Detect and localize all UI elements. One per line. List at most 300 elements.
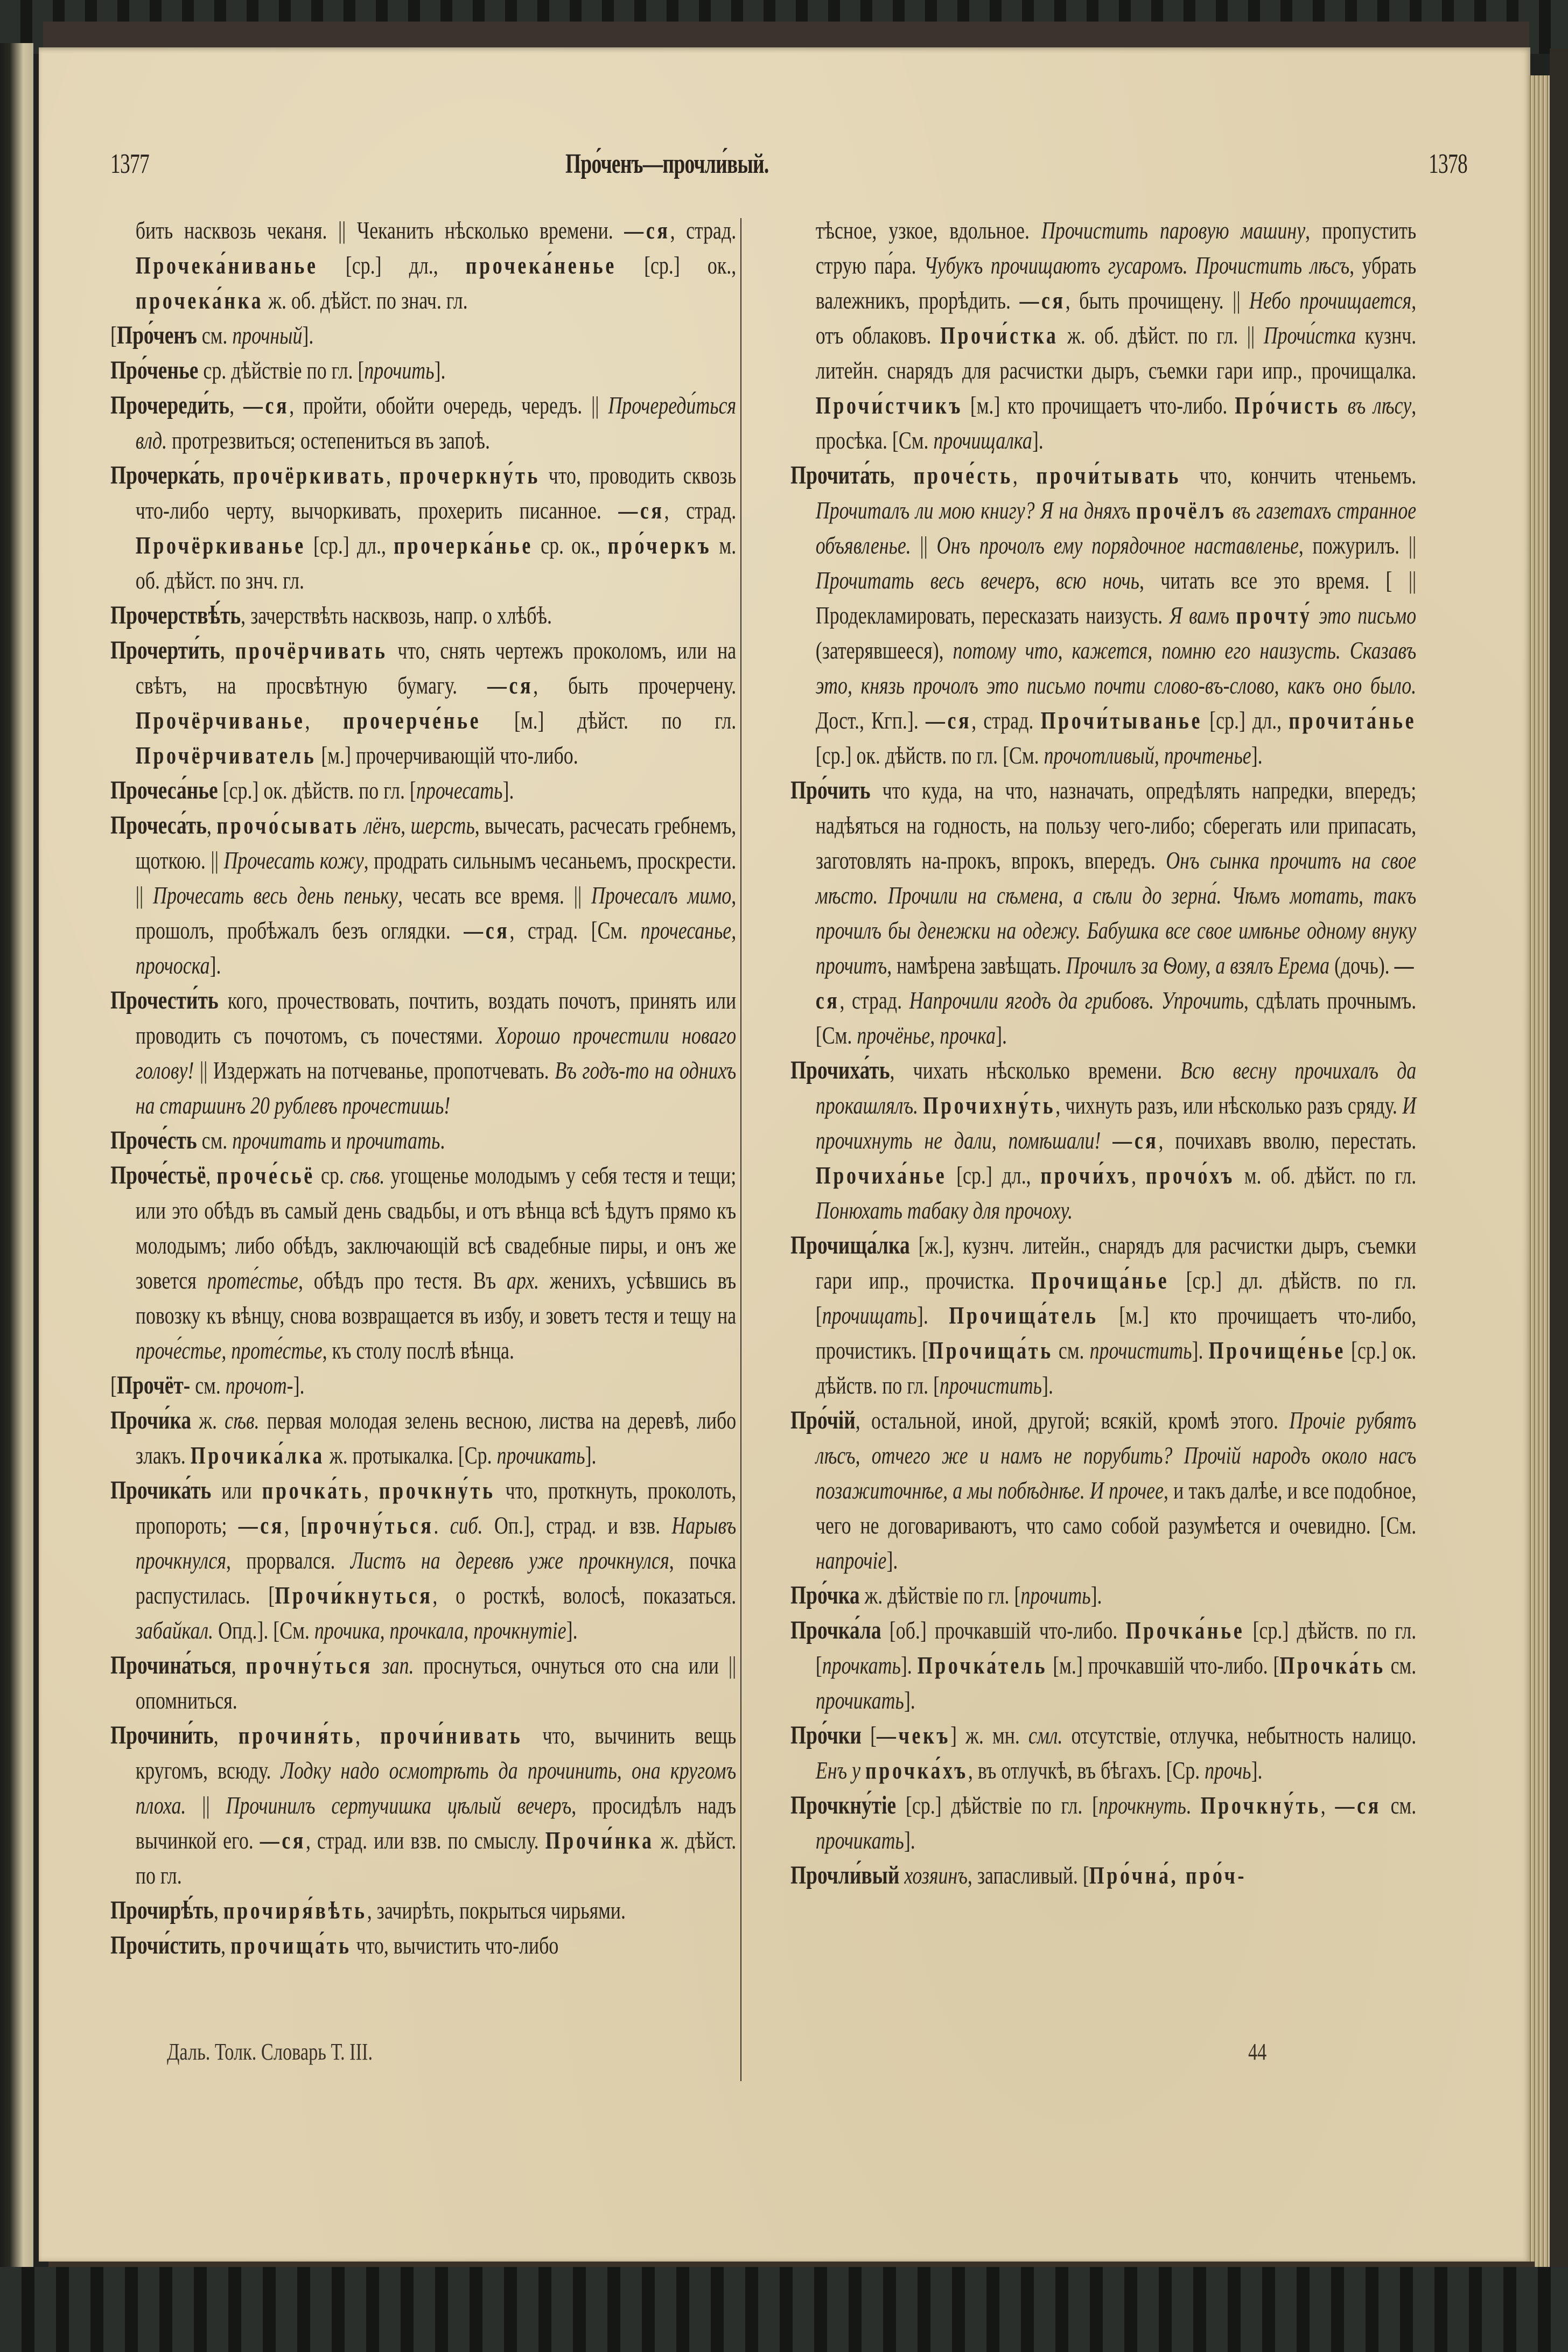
derived-form: Прочкну́ть: [1200, 1791, 1321, 1819]
definition-text: [: [861, 1721, 877, 1749]
dictionary-entry: [110, 1893, 736, 1928]
headword: Прочища́лка: [790, 1231, 910, 1259]
definition-text: протрезвиться; остепениться въ запоѣ.: [167, 426, 490, 454]
example-italic: прочищать: [822, 1301, 917, 1329]
definition-text: см.: [197, 321, 233, 349]
definition-text: , прорвался.: [226, 1546, 351, 1574]
example-italic: смл.: [1028, 1721, 1063, 1749]
definition-text: отсутствіе, отлучка, небытность налицо.: [1062, 1721, 1417, 1749]
definition-text: ,: [206, 1161, 217, 1189]
example-italic: прочикать: [815, 1686, 904, 1714]
definition-text: женихъ, усѣвшись въ повозку къ вѣнцу, снова возвращается въ избу, и зоветъ тестя и тещу на: [135, 1266, 737, 1329]
headword: Прочкну́тіе: [790, 1791, 897, 1819]
definition-text: [1340, 391, 1348, 419]
derived-form: —ся: [243, 391, 290, 419]
example-italic: прочёнье, прочка: [857, 1021, 996, 1049]
definition-text: [359, 811, 365, 839]
definition-text: ||: [186, 1791, 226, 1819]
definition-text: [1130, 496, 1136, 524]
example-italic: напрочіе: [815, 1546, 887, 1574]
definition-text: , сдѣлать прочнымъ. [См.: [815, 986, 1417, 1049]
definition-text: ,: [213, 1721, 239, 1749]
running-title: Про́ченъ—прочли́вый.: [565, 149, 769, 179]
definition-text: ,: [363, 1476, 379, 1504]
definition-text: или: [211, 1476, 262, 1504]
example-italic: прочистить: [940, 1371, 1042, 1399]
dictionary-entry: [790, 1858, 1416, 1893]
entry-continuation: [110, 213, 736, 318]
example-italic: зап.: [382, 1651, 414, 1679]
definition-text: см.: [197, 1126, 233, 1154]
derived-form: Прочища́нье: [1031, 1266, 1170, 1294]
definition-text: ж. дѣйст. по гл.: [135, 1826, 737, 1889]
example-italic: прочот-: [225, 1371, 293, 1399]
definition-text: м. об. дѣйст. по гл.: [1235, 1161, 1417, 1189]
derived-form: прочо́хъ: [1145, 1161, 1235, 1189]
headword: Прочика́ть: [110, 1476, 212, 1504]
derived-form: Прочища́тель: [949, 1301, 1098, 1329]
example-italic: проте́стье: [207, 1266, 298, 1294]
definition-text: [1227, 496, 1233, 524]
derived-form: прочита́нье: [1289, 706, 1417, 734]
example-italic: прочесать: [416, 776, 503, 804]
example-italic: проче́стье, проте́стье: [135, 1336, 323, 1364]
example-italic: Напрочили ягодъ да грибовъ. Упрочить: [909, 986, 1244, 1014]
definition-text: что, проводить сквозь что-либо черту, вычоркивать, прохерить писанное.: [135, 461, 737, 524]
definition-text: что, вычистить что-либо: [351, 1931, 559, 1959]
example-italic: арх.: [507, 1266, 540, 1294]
definition-text: ,: [220, 636, 235, 664]
example-italic: сиб.: [450, 1511, 483, 1539]
definition-text: [ср.] ок. дѣйств. по гл. [См.: [815, 741, 1044, 769]
definition-text: [ср.] дл.,: [947, 1161, 1041, 1189]
headword: Прочерка́ть: [110, 461, 220, 489]
example-italic: Прочесать кожу: [223, 846, 364, 874]
definition-text: [373, 1651, 382, 1679]
example-italic: И прочихнуть не дали, помѣшали!: [815, 1091, 1417, 1154]
sheet-number: 44: [1248, 2039, 1267, 2065]
definition-text: , страд.: [971, 706, 1041, 734]
example-italic: Прочи́стка: [1263, 321, 1356, 349]
definition-text: ,: [206, 811, 217, 839]
definition-text: см.: [1053, 1336, 1090, 1364]
derived-form: Прочека́ниванье: [135, 251, 318, 279]
dictionary-entry: [110, 353, 736, 388]
definition-text: , къ столу послѣ вѣнца.: [322, 1336, 514, 1364]
example-italic: прочитать: [232, 1126, 326, 1154]
column-left: [110, 213, 735, 1963]
definition-text: ].: [1251, 741, 1263, 769]
definition-text: , чихнуть разъ, или нѣсколько разъ сряду.: [1055, 1091, 1403, 1119]
definition-text: ,: [1131, 1161, 1146, 1189]
definition-text: кузнч. литейн. снарядъ для расчистки дыръ, съемки гари ипр., прочищалка.: [815, 321, 1417, 384]
dictionary-entry: [110, 1473, 736, 1648]
dictionary-entry: [110, 388, 736, 458]
definition-text: , убрать валежникъ, прорѣдить.: [815, 251, 1417, 314]
example-italic: лёнъ, шерсть: [364, 811, 475, 839]
dictionary-entry: [790, 1228, 1416, 1403]
derived-form: Прочка́нье: [1125, 1616, 1245, 1644]
headword: Про́чій: [790, 1406, 856, 1434]
example-italic: сѣв.: [349, 1161, 385, 1189]
definition-text: ].: [904, 1686, 915, 1714]
dictionary-entry: [790, 1053, 1416, 1228]
derived-form: прочёркивать: [233, 461, 387, 489]
definition-text: что куда, на что, назначать, опредѣлять напредки, впередъ; надѣяться на годность, на пользу чего-либо; сберегать или припасать, заготовлять на-прокъ, впрокъ, впередъ.: [815, 776, 1417, 874]
dictionary-entry: [110, 1158, 736, 1368]
definition-text: , намѣрена завѣщать.: [887, 951, 1066, 979]
definition-text: (дочь).: [1329, 951, 1395, 979]
derived-form: —ся: [815, 951, 1417, 1014]
derived-form: прочну́ться: [307, 1511, 434, 1539]
example-italic: прочный: [232, 321, 303, 349]
definition-text: [: [110, 1371, 117, 1399]
entry-continuation: [790, 213, 1416, 458]
definition-text: Оп.], страд. и взв.: [482, 1511, 672, 1539]
definition-text: [м.] кто прочищаетъ что-либо.: [963, 391, 1235, 419]
dictionary-entry: [110, 1648, 736, 1718]
column-right: [790, 213, 1415, 1893]
derived-form: —ся: [238, 1511, 284, 1539]
example-italic: прочесанье, прочоска: [135, 916, 737, 979]
example-italic: прочищалка: [933, 426, 1032, 454]
definition-text: ].: [886, 1546, 898, 1574]
derived-form: Прочёрчиванье: [135, 706, 305, 734]
definition-text: и: [326, 1126, 346, 1154]
definition-text: ,: [220, 461, 233, 489]
derived-form: прочка́ть: [262, 1476, 364, 1504]
definition-text: , чесать все время. ||: [397, 881, 592, 909]
definition-text: ,: [386, 461, 400, 489]
definition-text: что, вычинить вещь кругомъ, всюду.: [135, 1721, 737, 1784]
definition-text: [ср.] ок. дѣйств. по гл. [: [815, 1336, 1417, 1399]
definition-text: [ср.] дл. дѣйств. по гл. [: [815, 1266, 1417, 1329]
definition-text: ].: [1042, 1371, 1053, 1399]
definition-text: [860, 1756, 865, 1784]
example-italic: сѣв.: [225, 1406, 260, 1434]
definition-text: [ср.] дѣйств. по гл. [: [815, 1616, 1417, 1679]
derived-form: прочерка́нье: [394, 531, 534, 559]
column-left-entries: [110, 213, 736, 1963]
definition-text: , страд. [См.: [509, 916, 641, 944]
derived-form: прочту́: [1236, 601, 1312, 629]
derived-form: Прочёркиванье: [135, 531, 306, 559]
derived-form: Прочи́нка: [545, 1826, 654, 1854]
example-italic: Прочиталъ ли мою книгу? Я на дняхъ: [815, 496, 1131, 524]
example-italic: прочить: [1020, 1581, 1091, 1609]
definition-text: ].: [900, 1651, 918, 1679]
dictionary-entry: [790, 458, 1416, 773]
definition-text: ].: [502, 776, 514, 804]
definition-text: [ср.] дл.,: [1202, 706, 1289, 734]
page-header: [110, 148, 1467, 186]
example-italic: прочь: [1205, 1756, 1251, 1784]
definition-text: ].: [293, 1371, 305, 1399]
definition-text: ж. дѣйствіе по гл. [: [859, 1581, 1021, 1609]
example-italic: хозяинъ: [904, 1861, 968, 1889]
example-italic: Всю весну прочихалъ да прокашлялъ.: [815, 1056, 1417, 1119]
derived-form: проче́сьё: [216, 1161, 315, 1189]
definition-text: , вычесать, расчесать гребнемъ, щоткою. ||: [135, 811, 737, 874]
dictionary-entry: [110, 1928, 736, 1963]
definition-text: , быть прочищену. ||: [1065, 286, 1250, 314]
example-italic: Понюхать табаку для прочоху.: [815, 1196, 1073, 1224]
derived-form: Прочи́кнуться: [275, 1581, 433, 1609]
example-italic: Нарывъ прочкнулся: [135, 1511, 737, 1574]
example-italic: прочистить: [1089, 1336, 1192, 1364]
dictionary-entry: [110, 1123, 736, 1158]
dictionary-entry: [110, 1718, 736, 1893]
definition-text: [м.] кто прочищаетъ что-либо, прочистикъ. [: [815, 1301, 1417, 1364]
dictionary-entry: [110, 983, 736, 1123]
definition-text: , пройти, обойти очередь, чередъ. ||: [289, 391, 608, 419]
definition-text: ].: [1192, 1336, 1209, 1364]
derived-form: прочиня́ть: [238, 1721, 356, 1749]
dictionary-entry: [790, 773, 1416, 1053]
definition-text: , прошолъ, пробѣжалъ безъ оглядки.: [135, 881, 737, 944]
example-italic: Въ годъ-то на однихъ на старшинъ 20 рублевъ прочестишь!: [135, 1056, 737, 1119]
book-cover-edge-top: [43, 22, 1529, 50]
definition-text: ].: [904, 1826, 915, 1854]
derived-form: прочерче́нье: [343, 706, 481, 734]
definition-text: , почка распустилась. [: [135, 1546, 737, 1609]
definition-text: ,: [890, 461, 914, 489]
derived-form: Прочка́ть: [1279, 1651, 1385, 1679]
definition-text: [899, 1861, 904, 1889]
definition-text: ].: [916, 1301, 949, 1329]
definition-text: , запасливый. [: [967, 1861, 1089, 1889]
definition-text: .: [1186, 1791, 1191, 1819]
column-right-entries: [790, 213, 1416, 1893]
definition-text: ,: [231, 1651, 246, 1679]
derived-form: Про́чисть: [1235, 391, 1340, 419]
book-cover-right: [1550, 48, 1568, 2294]
dictionary-entry: [790, 1403, 1416, 1578]
definition-text: , обѣдъ про тестя. Въ: [298, 1266, 507, 1294]
dictionary-entry: [110, 1403, 736, 1473]
derived-form: —ся: [487, 671, 534, 699]
page-number-right: 1378: [1429, 149, 1467, 179]
definition-text: [1191, 1791, 1201, 1819]
definition-text: ,: [213, 1896, 223, 1924]
derived-form: Про́чна́, про́ч-: [1089, 1861, 1247, 1889]
dictionary-entry: [790, 1578, 1416, 1613]
derived-form: Прочка́тель: [917, 1651, 1048, 1679]
definition-text: что, кончить чтеньемъ.: [1181, 461, 1417, 489]
derived-form: —ся: [1019, 286, 1066, 314]
definition-text: Опд.]. [См.: [213, 1616, 314, 1644]
example-italic: прочика, прочкала, прочкнутіе: [314, 1616, 566, 1644]
derived-form: проче́сть: [913, 461, 1013, 489]
definition-text: [ср.] ок.,: [616, 251, 737, 279]
derived-form: —чекъ: [877, 1721, 951, 1749]
example-italic: Онъ прочолъ ему порядочное наставленье: [936, 531, 1299, 559]
definition-text: [1312, 601, 1319, 629]
page-number-left: 1377: [110, 149, 149, 179]
derived-form: —ся: [464, 916, 510, 944]
example-italic: Чубукъ прочищаютъ гусаромъ. Прочистить лѣсъ: [923, 251, 1350, 279]
derived-form: про́черкъ: [607, 531, 712, 559]
definition-text: [438, 1511, 450, 1539]
definition-text: [ср.] дл.,: [318, 251, 466, 279]
dictionary-entry: [110, 318, 736, 353]
definition-text: , читать все это время. [ || Продекламировать, пересказать наизусть.: [815, 566, 1417, 629]
derived-form: —ся: [1112, 1126, 1159, 1154]
example-italic: Прочитать весь вечеръ, всю ночь: [815, 566, 1140, 594]
dictionary-entry: [110, 808, 736, 983]
headword: Прочерти́ть: [110, 636, 220, 664]
definition-text: см.: [190, 1371, 226, 1399]
derived-form: Прочище́нье: [1208, 1336, 1346, 1364]
headword: Прочи́ка: [110, 1406, 192, 1434]
definition-text: , отъ облаковъ.: [815, 286, 1417, 349]
derived-form: —ся: [624, 216, 670, 244]
definition-text: ].: [434, 356, 446, 384]
example-italic: Прочилъ за Ѳому, а взялъ Ерема: [1066, 951, 1330, 979]
example-italic: Енъ у: [815, 1756, 861, 1784]
definition-text: , пропустить струю па́ра.: [815, 216, 1417, 279]
headword: Прочереди́ть: [110, 391, 230, 419]
derived-form: Прочёрчиватель: [135, 741, 317, 769]
dictionary-entry: [110, 773, 736, 808]
definition-text: [м.] прочкавшій что-либо. [: [1047, 1651, 1280, 1679]
derived-form: Прочи́тыванье: [1040, 706, 1203, 734]
derived-form: Прочи́стчикъ: [815, 391, 963, 419]
derived-form: —ся: [260, 1826, 306, 1854]
definition-text: , [: [284, 1511, 307, 1539]
derived-form: прочи́хъ: [1040, 1161, 1132, 1189]
derived-form: прочи́тывать: [1036, 461, 1181, 489]
headword: Прочина́ться: [110, 1651, 232, 1679]
headword: Прочита́ть: [790, 461, 891, 489]
headword: Проче́стьё: [110, 1161, 206, 1189]
definition-text: ,: [229, 391, 243, 419]
definition-text: ж. об. дѣйст. по гл. ||: [1058, 321, 1264, 349]
definition-text: первая молодая зелень весною, листва на деревѣ, либо злакъ.: [135, 1406, 737, 1469]
definition-text: .: [440, 1126, 445, 1154]
derived-form: —ся: [925, 706, 972, 734]
dictionary-entry: [110, 598, 736, 633]
example-italic: Прочесать весь день пеньку: [153, 881, 398, 909]
example-italic: прочотливый, прочтенье: [1044, 741, 1251, 769]
definition-text: Дост., Кгп.].: [815, 706, 926, 734]
example-italic: Прочереди́ться влд.: [135, 391, 737, 454]
dictionary-entry: [110, 1368, 736, 1403]
definition-text: , остальной, иной, другой; всякій, кромѣ этого.: [855, 1406, 1290, 1434]
derived-form: —ся: [618, 496, 664, 524]
definition-text: тѣсное, узкое, вдольное.: [815, 216, 1041, 244]
definition-text: [1229, 601, 1236, 629]
definition-text: проснуться, очнуться ото сна или || опомниться.: [135, 1651, 737, 1714]
example-italic: въ газетахъ странное объявленье.: [815, 496, 1417, 559]
dictionary-entry: [110, 633, 736, 773]
definition-text: , страд.: [839, 986, 909, 1014]
definition-text: ,: [355, 1721, 381, 1749]
derived-form: прочёлъ: [1136, 496, 1227, 524]
example-italic: Хорошо прочестили новаго голову!: [135, 1021, 737, 1084]
example-italic: Лодку надо осмотрѣть да прочинить, она кругомъ плоха.: [135, 1756, 737, 1819]
definition-text: || Издержать на потчеванье, пропотчевать.: [194, 1056, 555, 1084]
derived-form: Прочища́ть: [928, 1336, 1053, 1364]
definition-text: ж. протыкалка. [Ср.: [324, 1441, 497, 1469]
book-binding-bottom: [0, 2267, 1568, 2352]
derived-form: прочека́ненье: [465, 251, 617, 279]
definition-text: [: [110, 321, 117, 349]
definition-text: , пожурилъ. ||: [1298, 531, 1417, 559]
headword: Прочиха́ть: [790, 1056, 890, 1084]
printer-signature: Даль. Толк. Словарь Т. III.: [167, 2039, 373, 2065]
example-italic: прочкать: [822, 1651, 901, 1679]
definition-text: ср. дѣйствіе по гл. [: [198, 356, 365, 384]
derived-form: прочища́ть: [230, 1931, 352, 1959]
derived-form: прочёрчивать: [235, 636, 388, 664]
headword: Про́ченье: [110, 356, 199, 384]
headword: Прочеса́ть: [110, 811, 207, 839]
definition-text: м. об. дѣйст. по знч. гл.: [135, 531, 737, 594]
definition-text: , зачирѣть, покрыться чирьями.: [367, 1896, 626, 1924]
column-divider: [740, 218, 741, 2081]
definition-text: ж. об. дѣйст. по знач. гл.: [263, 286, 468, 314]
definition-text: [ср.] дѣйствіе по гл. [: [896, 1791, 1099, 1819]
example-italic: Прочинилъ сертучишка цѣлый вечеръ: [226, 1791, 572, 1819]
derived-form: прочека́нка: [135, 286, 264, 314]
headword: Про́чить: [790, 776, 871, 804]
definition-text: ,: [1012, 461, 1037, 489]
definition-text: ].: [1032, 426, 1044, 454]
definition-text: ].: [585, 1441, 597, 1469]
example-italic: Небо прочищается: [1249, 286, 1412, 314]
definition-text: угощенье молодымъ у себя тестя и тещи; или это обѣдъ въ самый день свадьбы, и отъ вѣнца всѣ ѣдутъ прямо къ молодымъ; либо обѣдъ, заключающій всѣ свадебные пиры, и онъ же зовется: [135, 1161, 737, 1294]
definition-text: ].: [1251, 1756, 1263, 1784]
headword: Про́чки: [790, 1721, 862, 1749]
definition-text: ,: [221, 1931, 231, 1959]
example-italic: это письмо: [1319, 601, 1417, 629]
definition-text: ||: [911, 531, 937, 559]
definition-text: , быть прочерчену.: [533, 671, 737, 699]
definition-text: см.: [1381, 1791, 1417, 1819]
dictionary-entry: [790, 1788, 1416, 1858]
definition-text: ] ж. мн.: [950, 1721, 1029, 1749]
definition-text: , чихать нѣсколько времени.: [890, 1056, 1181, 1084]
definition-text: [м.] прочерчивающій что-либо.: [316, 741, 578, 769]
definition-text: (затерявшееся),: [815, 636, 953, 664]
example-italic: Прочіе рубятъ лѣсъ, отчего же и намъ не порубить? Прочій народъ около насъ позажиточнѣе, а мы побѣднѣе. И прочее: [815, 1406, 1417, 1504]
headword: Прочи́стить: [110, 1931, 221, 1959]
derived-form: прочеркну́ть: [399, 461, 541, 489]
definition-text: , продрать сильнымъ чесаньемъ, проскрести. ||: [135, 846, 737, 909]
page-block-edges: [1528, 75, 1550, 2272]
definition-text: , и такъ далѣе, и все подобное, чего не договариваютъ, что само собой разумѣется и очевидно. [См.: [815, 1476, 1417, 1539]
definition-text: ср. ок.,: [533, 531, 608, 559]
definition-text: что, проткнуть, проколоть, пропороть;: [135, 1476, 737, 1539]
definition-text: ].: [566, 1616, 578, 1644]
definition-text: кого, прочествовать, почтить, воздать почотъ, принять или проводить съ почотомъ, съ почестями.: [135, 986, 737, 1049]
example-italic: Листъ на деревѣ уже прочкнулся: [350, 1546, 669, 1574]
definition-text: см.: [1385, 1651, 1417, 1679]
definition-text: ср.: [314, 1161, 350, 1189]
example-italic: Я вамъ: [1169, 601, 1229, 629]
definition-text: ].: [209, 951, 221, 979]
headword: Прочеса́нье: [110, 776, 218, 804]
example-italic: прочкнуть: [1098, 1791, 1186, 1819]
headword: Проче́сть: [110, 1126, 197, 1154]
derived-form: прочи́нивать: [380, 1721, 523, 1749]
definition-text: [1101, 1126, 1112, 1154]
definition-text: [918, 1091, 923, 1119]
definition-text: бить насквозь чеканя. || Чеканить нѣсколько времени.: [135, 216, 625, 244]
definition-text: [ж.], кузнч. литейн., снарядъ для расчистки дыръ, съемки гари ипр., прочистка.: [815, 1231, 1417, 1294]
example-italic: потому что, кажется, помню его наизусть. Сказавъ это, князь прочолъ это письмо почти слово-въ-слово, какъ оно было.: [815, 636, 1417, 699]
